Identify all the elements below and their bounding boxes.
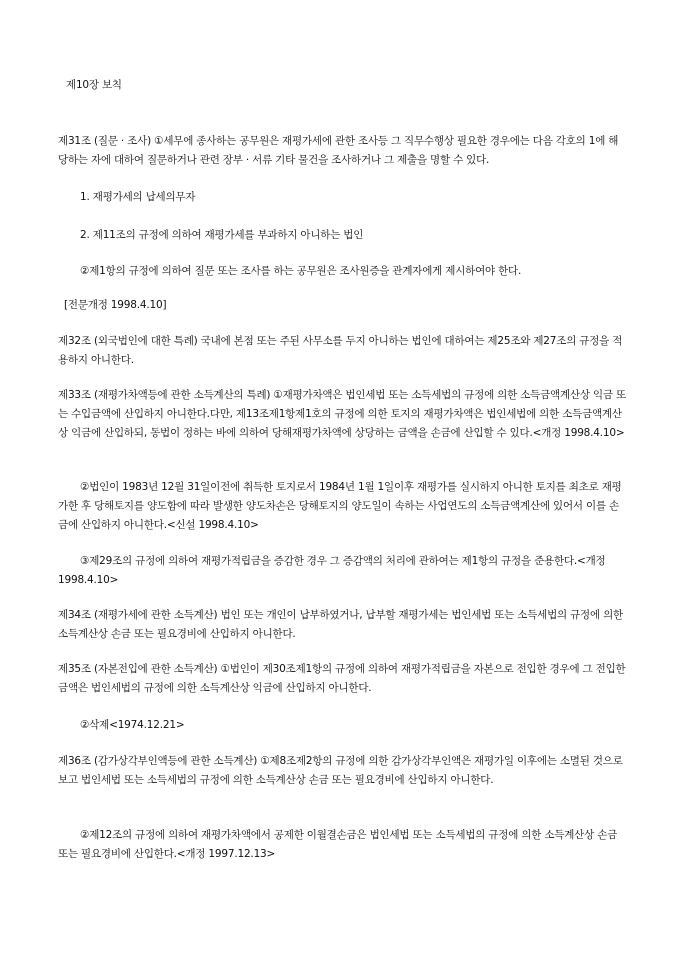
article-31-paragraph-2: ②제1항의 규정에 의하여 질문 또는 조사를 하는 공무원은 조사원증을 관계자에게 제시하여야 한다. <box>80 265 522 277</box>
article-31-item-2: 2. 제11조의 규정에 의하여 재평가세를 부과하지 아니하는 법인 <box>80 229 364 241</box>
article-31: 제31조 (질문 · 조사) ①세무에 종사하는 공무원은 재평가세에 관한 조사등 그 직무수행상 필요한 경우에는 다음 각호의 1에 해당하는 자에 대하여 질문하거나 관련 장부 · 서류 기타 물건을 조사하거나 그 제출을 명할 수 있다. <box>58 135 619 166</box>
article-33-paragraph-3: ③제29조의 규정에 의하여 재평가적립금을 증감한 경우 그 증감액의 처리에 관하여는 제1항의 규정을 준용한다.<개정 1998.4.10> <box>58 555 606 586</box>
article-36-paragraph-2: ②제12조의 규정에 의하여 재평가차액에서 공제한 이월결손금은 법인세법 또는 소득세법의 규정에 의한 소득계산상 손금 또는 필요경비에 산입한다.<개정 1997.12.13> <box>58 829 618 860</box>
article-36: 제36조 (감가상각부인액등에 관한 소득계산) ①제8조제2항의 규정에 의한 감가상각부인액은 재평가일 이후에는 소멸된 것으로 보고 법인세법 또는 소득세법의 규정에 의한 소득계산상 손금 또는 필요경비에 산입하지 아니한다. <box>58 755 623 786</box>
article-33: 제33조 (재평가차액등에 관한 소득계산의 특례) ①재평가차액은 법인세법 또는 소득세법의 규정에 의한 소득금액계산상 익금 또는 수입금액에 산입하지 아니한다.다만, 제13조제1항제1호의 규정에 의한 토지의 재평가차액은 법인세법에 의한 소득금액계산상 익금에 산입하되, 동법이 정하는 바에 의하여 당해재평가차액에 상당하는 금액을 손금에 산입할 수 있다.<개정 1998.4.10> <box>58 389 626 439</box>
article-34: 제34조 (재평가세에 관한 소득계산) 법인 또는 개인이 납부하였거나, 납부할 재평가세는 법인세법 또는 소득세법의 규정에 의한 소득계산상 손금 또는 필요경비에 산입하지 아니한다. <box>58 609 623 640</box>
article-31-item-1: 1. 재평가세의 납세의무자 <box>80 191 196 203</box>
amendment-note: [전문개정 1998.4.10] <box>64 299 167 311</box>
chapter-heading: 제10장 보칙 <box>66 79 122 91</box>
article-35: 제35조 (자본전입에 관한 소득계산) ①법인이 제30조제1항의 규정에 의하여 재평가적립금을 자본으로 전입한 경우에 그 전입한 금액은 법인세법의 규정에 의한 소득계산상 익금에 산입하지 아니한다. <box>58 663 626 694</box>
article-32: 제32조 (외국법인에 대한 특례) 국내에 본점 또는 주된 사무소를 두지 아니하는 법인에 대하여는 제25조와 제27조의 규정을 적용하지 아니한다. <box>58 335 623 366</box>
article-33-paragraph-2: ②법인이 1983년 12월 31일이전에 취득한 토지로서 1984년 1월 1일이후 재평가를 실시하지 아니한 토지를 최초로 재평가한 후 당해토지를 양도함에 따라 발생한 양도차손은 당해토지의 양도일이 속하는 사업연도의 소득금액계산에 있어서 이를 손금에 산입하지 아니한다.<신설 1998.4.10> <box>58 481 622 531</box>
article-35-paragraph-2: ②삭제<1974.12.21> <box>80 719 185 731</box>
